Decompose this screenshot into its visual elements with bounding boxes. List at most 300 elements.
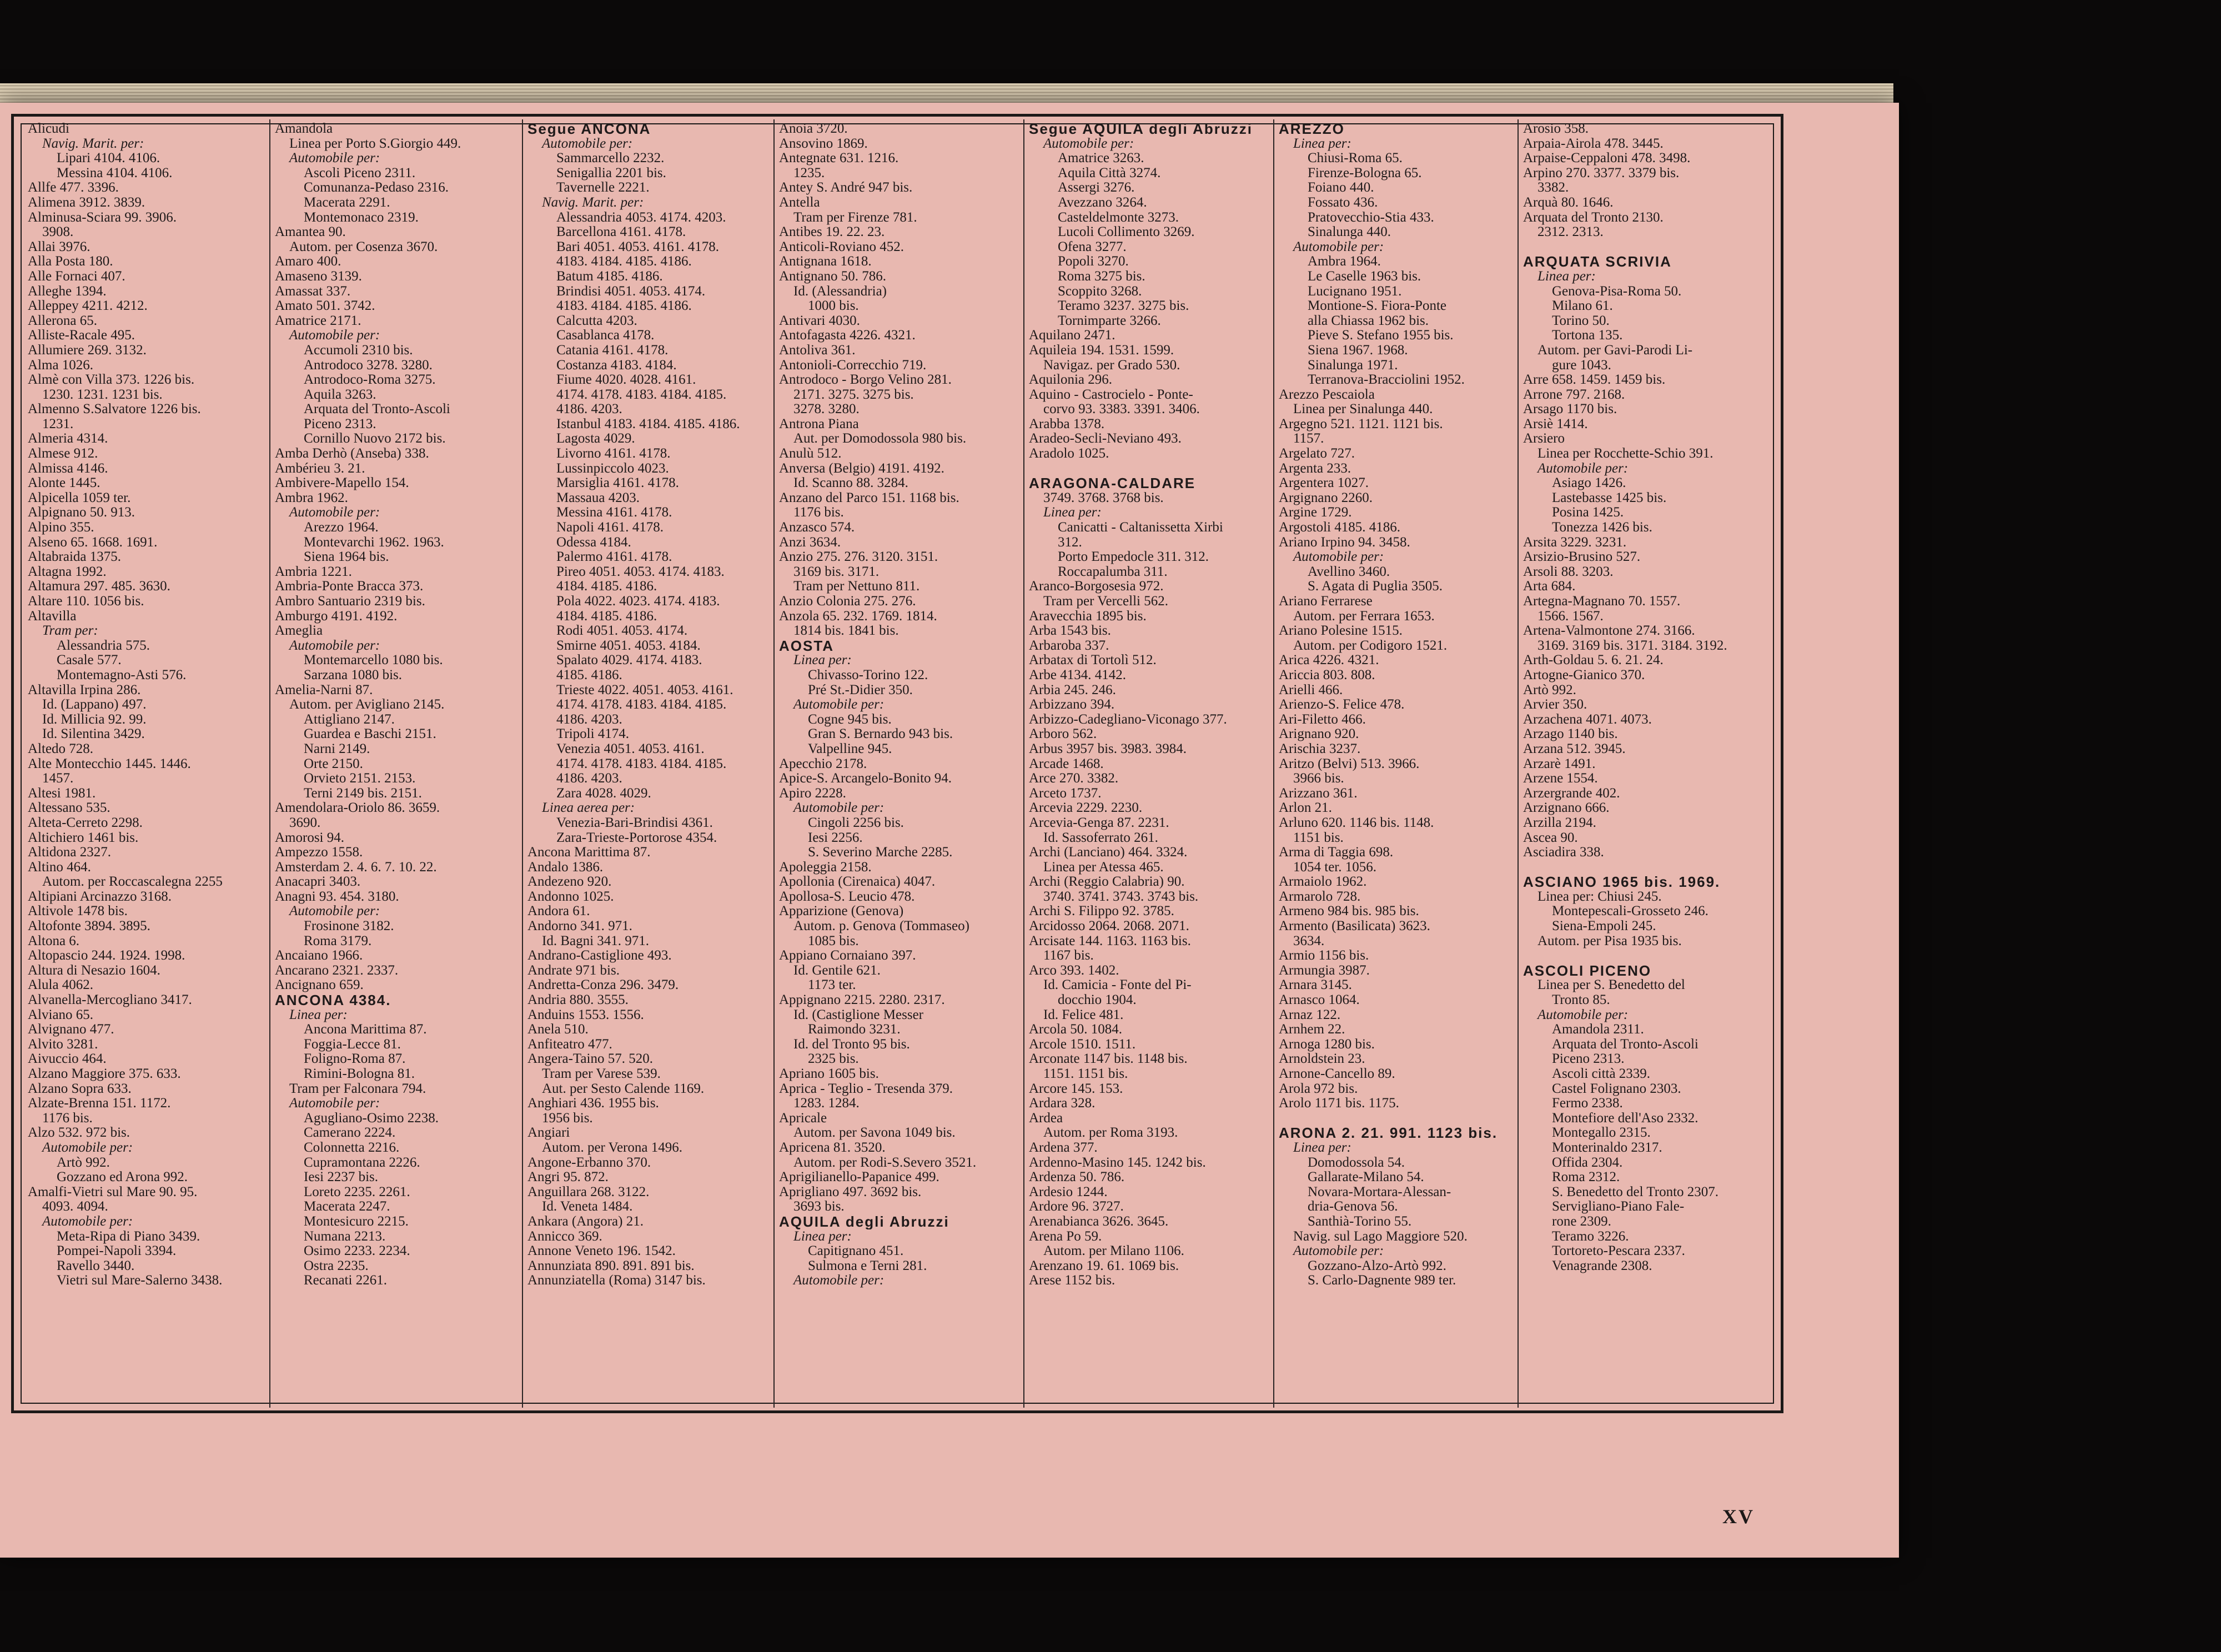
index-entry: Arezzo 1964.: [304, 520, 379, 535]
index-entry: Aquilano 2471.: [1029, 328, 1115, 343]
index-entry: Calcutta 4203.: [556, 313, 637, 328]
index-entry: Autom. per Roma 3193.: [1043, 1126, 1178, 1141]
index-entry: Numana 2213.: [304, 1229, 386, 1244]
index-entry: Offida 2304.: [1552, 1155, 1623, 1170]
index-entry: Arese 1152 bis.: [1029, 1273, 1115, 1288]
index-entry: Ambria 1221.: [275, 564, 352, 579]
index-entry: Monterinaldo 2317.: [1552, 1140, 1662, 1155]
index-entry: Montemagno-Asti 576.: [57, 667, 187, 682]
index-entry: Terranova-Bracciolini 1952.: [1308, 373, 1465, 388]
index-entry: Anzasco 574.: [779, 520, 855, 535]
index-entry: Amandola 2311.: [1552, 1022, 1644, 1037]
index-entry: Tram per Falconara 794.: [289, 1081, 426, 1096]
index-entry: Anela 510.: [527, 1022, 589, 1037]
index-entry: Milano 61.: [1552, 299, 1613, 314]
index-entry: Altichiero 1461 bis.: [28, 830, 139, 845]
index-entry: Id. (Alessandria): [793, 284, 887, 299]
index-entry: Annone Veneto 196. 1542.: [527, 1244, 676, 1259]
index-entry: Tram per:: [42, 624, 98, 639]
index-entry: Almeria 4314.: [28, 431, 108, 446]
index-entry: Arma di Taggia 698.: [1279, 845, 1394, 860]
index-entry: Aravecchia 1895 bis.: [1029, 609, 1147, 624]
index-entry: Ardea: [1029, 1111, 1063, 1126]
index-entry: Barcellona 4161. 4178.: [556, 225, 686, 240]
index-entry: Arolo 1171 bis. 1175.: [1279, 1096, 1399, 1111]
section-heading: ARONA 2. 21. 991. 1123 bis.: [1279, 1126, 1498, 1141]
index-entry: Apriano 1605 bis.: [779, 1067, 879, 1081]
index-entry: Vietri sul Mare-Salerno 3438.: [57, 1273, 223, 1288]
index-entry: Autom. per Gavi-Parodi Li-: [1537, 343, 1693, 358]
index-entry: Id. Veneta 1484.: [542, 1199, 633, 1214]
index-entry: Arco 393. 1402.: [1029, 963, 1119, 978]
index-entry: Pireo 4051. 4053. 4174. 4183.: [556, 564, 725, 579]
index-entry: Ascea 90.: [1523, 830, 1578, 845]
index-entry: Arsizio-Brusino 527.: [1523, 550, 1641, 565]
index-entry: Arnoga 1280 bis.: [1279, 1037, 1375, 1052]
index-entry: Automobile per:: [793, 801, 885, 816]
index-entry: 3169. 3169 bis. 3171. 3184. 3192.: [1537, 638, 1727, 653]
section-heading: Segue AQUILA degli Abruzzi: [1029, 122, 1253, 137]
index-entry: Antrodoco - Borgo Velino 281.: [779, 373, 952, 388]
index-entry: Bari 4051. 4053. 4161. 4178.: [556, 239, 720, 254]
index-entry: Arenabianca 3626. 3645.: [1029, 1214, 1169, 1229]
index-entry: 4174. 4178. 4183. 4184. 4185.: [556, 387, 727, 402]
index-entry: Arpaia-Airola 478. 3445.: [1523, 136, 1664, 151]
index-entry: Sarzana 1080 bis.: [304, 667, 403, 682]
index-entry: Pieve S. Stefano 1955 bis.: [1308, 328, 1454, 343]
index-entry: Argignano 2260.: [1279, 490, 1373, 505]
index-entry: Orte 2150.: [304, 756, 363, 771]
index-entry: [1523, 948, 1776, 963]
index-entry: 4186. 4203.: [556, 712, 622, 727]
column-separator: [1023, 119, 1024, 1408]
index-entry: Amalfi-Vietri sul Mare 90. 95.: [28, 1184, 198, 1199]
index-entry: Alzano Maggiore 375. 633.: [28, 1067, 181, 1081]
index-entry: Autom. p. Genova (Tommaseo): [793, 919, 969, 934]
index-entry: Apiro 2228.: [779, 786, 846, 801]
index-entry: Ofena 3277.: [1058, 239, 1127, 254]
index-entry: Tram per Varese 539.: [542, 1067, 661, 1081]
index-entry: Orvieto 2151. 2153.: [304, 771, 416, 786]
index-entry: Arbatax di Tortolì 512.: [1029, 653, 1157, 668]
index-entry: Arignano 920.: [1279, 727, 1359, 742]
index-entry: Ancona Marittima 87.: [527, 845, 651, 860]
index-entry: 1000 bis.: [808, 299, 859, 314]
index-entry: Amassat 337.: [275, 284, 351, 299]
index-entry: Lucignano 1951.: [1308, 284, 1402, 299]
index-entry: Archi S. Filippo 92. 3785.: [1029, 904, 1174, 919]
index-entry: Id. del Tronto 95 bis.: [793, 1037, 910, 1052]
index-entry: Arnone-Cancello 89.: [1279, 1067, 1395, 1081]
index-entry: Altesi 1981.: [28, 786, 96, 801]
index-entry: Altavilla: [28, 609, 77, 624]
index-entry: Ostra 2235.: [304, 1258, 369, 1273]
index-entry: Ambria-Ponte Bracca 373.: [275, 579, 424, 594]
index-entry: Arcore 145. 153.: [1029, 1081, 1123, 1096]
index-entry: Alte Montecchio 1445. 1446.: [28, 756, 191, 771]
index-entry: Anagni 93. 454. 3180.: [275, 889, 399, 904]
index-entry: Alpino 355.: [28, 520, 94, 535]
index-entry: Id. Camicia - Fonte del Pi-: [1043, 978, 1192, 993]
index-entry: Amatrice 3263.: [1058, 151, 1144, 166]
index-entry: Id. (Castiglione Messer: [793, 1007, 923, 1022]
index-entry: Andonno 1025.: [527, 889, 614, 904]
index-entry: Ariano Ferrarese: [1279, 594, 1373, 609]
index-entry: Anticoli-Roviano 452.: [779, 239, 904, 254]
index-entry: Alessandria 575.: [57, 638, 150, 653]
index-entry: 3749. 3768. 3768 bis.: [1043, 490, 1164, 505]
index-entry: Siena 1967. 1968.: [1308, 343, 1408, 358]
index-entry: Spalato 4029. 4174. 4183.: [556, 653, 702, 668]
index-entry: Artò 992.: [1523, 682, 1576, 697]
index-entry: 4186. 4203.: [556, 402, 622, 417]
index-entry: Navig. sul Lago Maggiore 520.: [1293, 1229, 1468, 1244]
index-entry: Tornimparte 3266.: [1058, 313, 1161, 328]
index-entry: Alicudi: [28, 122, 69, 136]
index-entry: Anghiari 436. 1955 bis.: [527, 1096, 659, 1111]
index-entry: Terni 2149 bis. 2151.: [304, 786, 422, 801]
index-entry: Fossato 436.: [1308, 195, 1378, 210]
index-entry: rone 2309.: [1552, 1214, 1611, 1229]
index-entry: 3740. 3741. 3743. 3743 bis.: [1043, 889, 1199, 904]
index-entry: Ravello 3440.: [57, 1258, 135, 1273]
index-entry: Catania 4161. 4178.: [556, 343, 669, 358]
index-entry: Odessa 4184.: [556, 535, 631, 550]
index-entry: Altona 6.: [28, 933, 80, 948]
index-entry: Amato 501. 3742.: [275, 299, 375, 314]
index-entry: Le Caselle 1963 bis.: [1308, 269, 1421, 284]
index-entry: Comunanza-Pedaso 2316.: [304, 180, 449, 195]
index-entry: Id. Silentina 3429.: [42, 727, 145, 742]
index-entry: Montemarcello 1080 bis.: [304, 653, 443, 668]
index-entry: Aquileia 194. 1531. 1599.: [1029, 343, 1174, 358]
index-entry: Allumiere 269. 3132.: [28, 343, 147, 358]
index-entry: Automobile per:: [289, 904, 380, 919]
index-entry: Linea per Porto S.Giorgio 449.: [289, 136, 461, 151]
index-entry: Palermo 4161. 4178.: [556, 550, 672, 565]
index-entry: Roma 3275 bis.: [1058, 269, 1145, 284]
index-entry: Angone-Erbanno 370.: [527, 1155, 651, 1170]
index-entry: Linea per Sinalunga 440.: [1293, 402, 1433, 417]
index-entry: Lagosta 4029.: [556, 431, 635, 446]
index-entry: Arnaz 122.: [1279, 1007, 1341, 1022]
index-entry: Arta 684.: [1523, 579, 1576, 594]
index-entry: Roma 2312.: [1552, 1170, 1620, 1185]
index-entry: S. Severino Marche 2285.: [808, 845, 953, 860]
index-entry: Altivole 1478 bis.: [28, 904, 128, 919]
index-entry: Servigliano-Piano Fale-: [1552, 1199, 1685, 1214]
index-entry: Attigliano 2147.: [304, 712, 395, 727]
index-entry: Allerona 65.: [28, 313, 97, 328]
index-column-4: [775, 119, 1022, 1408]
index-entry: Ardenno-Masino 145. 1242 bis.: [1029, 1155, 1206, 1170]
index-entry: Apoleggia 2158.: [779, 860, 872, 875]
index-entry: Venezia 4051. 4053. 4161.: [556, 741, 705, 756]
index-entry: 1151 bis.: [1293, 830, 1344, 845]
index-entry: Alleppey 4211. 4212.: [28, 299, 148, 314]
index-entry: Arnoldstein 23.: [1279, 1052, 1365, 1067]
index-entry: Foggia-Lecce 81.: [304, 1037, 401, 1052]
index-entry: Arsoli 88. 3203.: [1523, 564, 1614, 579]
index-entry: Antibes 19. 22. 23.: [779, 225, 885, 240]
index-entry: Teramo 3226.: [1552, 1229, 1629, 1244]
index-entry: Amsterdam 2. 4. 6. 7. 10. 22.: [275, 860, 437, 875]
index-entry: Angri 95. 872.: [527, 1170, 609, 1185]
index-entry: Alle Fornaci 407.: [28, 269, 125, 284]
index-entry: 4183. 4184. 4185. 4186.: [556, 254, 692, 269]
index-entry: Gran S. Bernardo 943 bis.: [808, 727, 953, 742]
index-entry: Alma 1026.: [28, 358, 94, 373]
index-entry: Alula 4062.: [28, 978, 94, 993]
index-entry: Amaseno 3139.: [275, 269, 362, 284]
index-entry: 1230. 1231. 1231 bis.: [42, 387, 163, 402]
index-entry: 4174. 4178. 4183. 4184. 4185.: [556, 756, 727, 771]
index-entry: Ansovino 1869.: [779, 136, 868, 151]
index-entry: Automobile per:: [793, 1273, 885, 1288]
index-entry: S. Carlo-Dagnente 989 ter.: [1308, 1273, 1456, 1288]
index-entry: Ambérieu 3. 21.: [275, 461, 365, 476]
index-entry: Amendolara-Oriolo 86. 3659.: [275, 801, 440, 816]
index-entry: Teramo 3237. 3275 bis.: [1058, 299, 1189, 314]
index-entry: Alminusa-Sciara 99. 3906.: [28, 210, 177, 225]
index-entry: Pré St.-Didier 350.: [808, 682, 913, 697]
index-entry: Agugliano-Osimo 2238.: [304, 1111, 439, 1126]
index-entry: Almese 912.: [28, 446, 98, 461]
index-entry: Anzio Colonia 275. 276.: [779, 594, 916, 609]
index-entry: Aritzo (Belvi) 513. 3966.: [1279, 756, 1420, 771]
index-entry: Venagrande 2308.: [1552, 1258, 1652, 1273]
index-entry: Archi (Reggio Calabria) 90.: [1029, 875, 1185, 890]
index-entry: 4093. 4094.: [42, 1199, 108, 1214]
index-entry: Arosio 358.: [1523, 122, 1589, 136]
index-entry: Alleghe 1394.: [28, 284, 107, 299]
index-entry: 3908.: [42, 225, 74, 240]
index-entry: Automobile per:: [1293, 239, 1384, 254]
index-entry: Arsiè 1414.: [1523, 416, 1588, 431]
index-entry: Antofagasta 4226. 4321.: [779, 328, 916, 343]
index-entry: Arzachena 4071. 4073.: [1523, 712, 1652, 727]
index-entry: 3966 bis.: [1293, 771, 1344, 786]
index-entry: Antrodoco 3278. 3280.: [304, 358, 433, 373]
index-entry: corvo 93. 3383. 3391. 3406.: [1043, 402, 1200, 417]
index-entry: Antivari 4030.: [779, 313, 860, 328]
section-heading: ASCIANO 1965 bis. 1969.: [1523, 875, 1721, 890]
index-entry: Arzana 512. 3945.: [1523, 741, 1626, 756]
section-heading: ARQUATA SCRIVIA: [1523, 254, 1672, 269]
index-entry: Arzene 1554.: [1523, 771, 1598, 786]
index-entry: Arica 4226. 4321.: [1279, 653, 1379, 668]
index-entry: Siena 1964 bis.: [304, 550, 389, 565]
index-entry: 1956 bis.: [542, 1111, 593, 1126]
index-entry: 1176 bis.: [793, 505, 844, 520]
index-entry: Anfiteatro 477.: [527, 1037, 612, 1052]
index-entry: Automobile per:: [1293, 550, 1384, 565]
index-entry: Aprica - Teglio - Tresenda 379.: [779, 1081, 953, 1096]
index-entry: Apice-S. Arcangelo-Bonito 94.: [779, 771, 952, 786]
index-entry: Popoli 3270.: [1058, 254, 1129, 269]
index-entry: Foligno-Roma 87.: [304, 1052, 406, 1067]
index-entry: Arcade 1468.: [1029, 756, 1104, 771]
column-separator: [1517, 119, 1519, 1408]
index-entry: 3169 bis. 3171.: [793, 564, 880, 579]
index-entry: Appignano 2215. 2280. 2317.: [779, 993, 945, 1008]
index-entry: Pratovecchio-Stia 433.: [1308, 210, 1434, 225]
index-entry: Altedo 728.: [28, 741, 94, 756]
index-entry: Iesi 2237 bis.: [304, 1170, 379, 1185]
index-entry: Venezia-Bari-Brindisi 4361.: [556, 815, 713, 830]
index-entry: Senigallia 2201 bis.: [556, 165, 666, 180]
section-heading: AOSTA: [779, 638, 835, 654]
index-entry: Altopascio 244. 1924. 1998.: [28, 948, 185, 963]
index-entry: Ariccia 803. 808.: [1279, 667, 1375, 682]
index-entry: Roccapalumba 311.: [1058, 564, 1168, 579]
index-entry: Asiago 1426.: [1552, 476, 1626, 491]
index-entry: Apollonia (Cirenaica) 4047.: [779, 875, 936, 890]
index-entry: Messina 4161. 4178.: [556, 505, 672, 520]
index-entry: Linea per:: [289, 1007, 348, 1022]
index-entry: 1457.: [42, 771, 74, 786]
index-entry: Narni 2149.: [304, 741, 370, 756]
index-entry: Ardenza 50. 786.: [1029, 1170, 1125, 1185]
index-entry: Sinalunga 440.: [1308, 225, 1391, 240]
index-entry: Arienzo-S. Felice 478.: [1279, 697, 1405, 712]
index-entry: [1279, 1111, 1513, 1126]
index-entry: Automobile per:: [289, 638, 380, 653]
index-entry: Linea per:: [793, 653, 852, 668]
index-entry: Anzola 65. 232. 1769. 1814.: [779, 609, 937, 624]
index-entry: Osimo 2233. 2234.: [304, 1244, 410, 1259]
index-entry: Apparizione (Genova): [779, 904, 904, 919]
index-entry: Arboro 562.: [1029, 727, 1097, 742]
index-entry: Arcole 1510. 1511.: [1029, 1037, 1136, 1052]
section-heading: ANCONA 4384.: [275, 993, 391, 1008]
index-entry: Automobile per:: [542, 136, 633, 151]
index-entry: Meta-Ripa di Piano 3439.: [57, 1229, 200, 1244]
index-column-2: [270, 119, 521, 1408]
index-entry: Altabraida 1375.: [28, 550, 122, 565]
index-entry: Autom. per Avigliano 2145.: [289, 697, 445, 712]
index-column-1: [23, 119, 268, 1408]
index-entry: 3690.: [289, 815, 321, 830]
index-entry: Arbizzo-Cadegliano-Viconago 377.: [1029, 712, 1227, 727]
index-entry: Arvier 350.: [1523, 697, 1587, 712]
index-entry: Arezzo Pescaiola: [1279, 387, 1375, 402]
column-separator: [522, 119, 523, 1408]
index-entry: Navigaz. per Grado 530.: [1043, 358, 1180, 373]
index-entry: Id. Bagni 341. 971.: [542, 933, 650, 948]
index-entry: Amaro 400.: [275, 254, 341, 269]
index-entry: Arnhem 22.: [1279, 1022, 1345, 1037]
index-entry: Anzio 275. 276. 3120. 3151.: [779, 550, 938, 565]
index-entry: Id. Scanno 88. 3284.: [793, 476, 908, 491]
index-entry: Altofonte 3894. 3895.: [28, 919, 150, 934]
index-entry: Genova-Pisa-Roma 50.: [1552, 284, 1682, 299]
index-entry: Amantea 90.: [275, 225, 346, 240]
index-entry: Amba Derhò (Anseba) 338.: [275, 446, 429, 461]
index-entry: Arbia 245. 246.: [1029, 682, 1116, 697]
index-entry: Avellino 3460.: [1308, 564, 1390, 579]
index-entry: Arzago 1140 bis.: [1523, 727, 1618, 742]
index-entry: Montevarchi 1962. 1963.: [304, 535, 444, 550]
index-entry: 1054 ter. 1056.: [1293, 860, 1376, 875]
index-entry: Tavernelle 2221.: [556, 180, 650, 195]
index-entry: Smirne 4051. 4053. 4184.: [556, 638, 701, 653]
index-entry: Camerano 2224.: [304, 1126, 396, 1141]
index-entry: Antey S. André 947 bis.: [779, 180, 913, 195]
index-entry: Automobile per:: [1043, 136, 1134, 151]
index-entry: Alzate-Brenna 151. 1172.: [28, 1096, 171, 1111]
index-entry: Tortona 135.: [1552, 328, 1623, 343]
index-entry: 2312. 2313.: [1537, 225, 1604, 240]
index-entry: Alliste-Racale 495.: [28, 328, 135, 343]
index-entry: Arzergrande 402.: [1523, 786, 1620, 801]
index-entry: Automobile per:: [42, 1214, 133, 1229]
index-entry: Armarolo 728.: [1279, 889, 1361, 904]
index-entry: Andria 880. 3555.: [527, 993, 629, 1008]
index-entry: Antegnate 631. 1216.: [779, 151, 899, 166]
index-entry: Anversa (Belgio) 4191. 4192.: [779, 461, 944, 476]
index-entry: Casablanca 4178.: [556, 328, 655, 343]
index-entry: Altino 464.: [28, 860, 91, 875]
index-entry: Messina 4104. 4106.: [57, 165, 173, 180]
index-entry: Casteldelmonte 3273.: [1058, 210, 1179, 225]
index-entry: Aquino - Castrocielo - Ponte-: [1029, 387, 1193, 402]
index-entry: Automobile per:: [1293, 1244, 1384, 1259]
index-entry: Napoli 4161. 4178.: [556, 520, 664, 535]
index-entry: Argenta 233.: [1279, 461, 1351, 476]
index-entry: 4186. 4203.: [556, 771, 622, 786]
index-entry: Arbus 3957 bis. 3983. 3984.: [1029, 741, 1187, 756]
index-entry: 4184. 4185. 4186.: [556, 579, 657, 594]
index-entry: Argentera 1027.: [1279, 476, 1369, 491]
index-entry: Altidona 2327.: [28, 845, 111, 860]
index-entry: Autom. per Savona 1049 bis.: [793, 1126, 956, 1141]
index-entry: Arabba 1378.: [1029, 416, 1105, 431]
index-entry: Rimini-Bologna 81.: [304, 1067, 415, 1081]
index-entry: Cogne 945 bis.: [808, 712, 892, 727]
index-entry: Siena-Empoli 245.: [1552, 919, 1656, 934]
index-entry: Chiusi-Roma 65.: [1308, 151, 1403, 166]
index-entry: Altura di Nesazio 1604.: [28, 963, 160, 978]
index-entry: Andalo 1386.: [527, 860, 604, 875]
index-entry: S. Benedetto del Tronto 2307.: [1552, 1184, 1719, 1199]
index-entry: Arola 972 bis.: [1279, 1081, 1358, 1096]
index-entry: Arcisate 144. 1163. 1163 bis.: [1029, 933, 1191, 948]
index-column-5: [1024, 119, 1272, 1408]
index-entry: Ambra 1964.: [1308, 254, 1381, 269]
index-entry: docchio 1904.: [1058, 993, 1137, 1008]
index-entry: Roma 3179.: [304, 933, 372, 948]
index-entry: Macerata 2247.: [304, 1199, 390, 1214]
index-entry: Cingoli 2256 bis.: [808, 815, 904, 830]
index-entry: Montefiore dell'Aso 2332.: [1552, 1111, 1699, 1126]
index-entry: 1157.: [1293, 431, 1324, 446]
index-entry: Amelia-Narni 87.: [275, 682, 373, 697]
index-entry: Argelato 727.: [1279, 446, 1355, 461]
index-entry: Montegallo 2315.: [1552, 1126, 1651, 1141]
index-entry: Linea per Rocchette-Schio 391.: [1537, 446, 1714, 461]
index-entry: Foiano 440.: [1308, 180, 1374, 195]
index-entry: Antignana 1618.: [779, 254, 872, 269]
index-entry: Lussinpiccolo 4023.: [556, 461, 669, 476]
index-entry: Antella: [779, 195, 820, 210]
page-number: XV: [1722, 1505, 1755, 1528]
index-entry: Arba 1543 bis.: [1029, 624, 1111, 639]
index-entry: Amandola: [275, 122, 333, 136]
index-entry: Sammarcello 2232.: [556, 151, 665, 166]
index-entry: Ampezzo 1558.: [275, 845, 363, 860]
index-column-7: [1519, 119, 1780, 1408]
